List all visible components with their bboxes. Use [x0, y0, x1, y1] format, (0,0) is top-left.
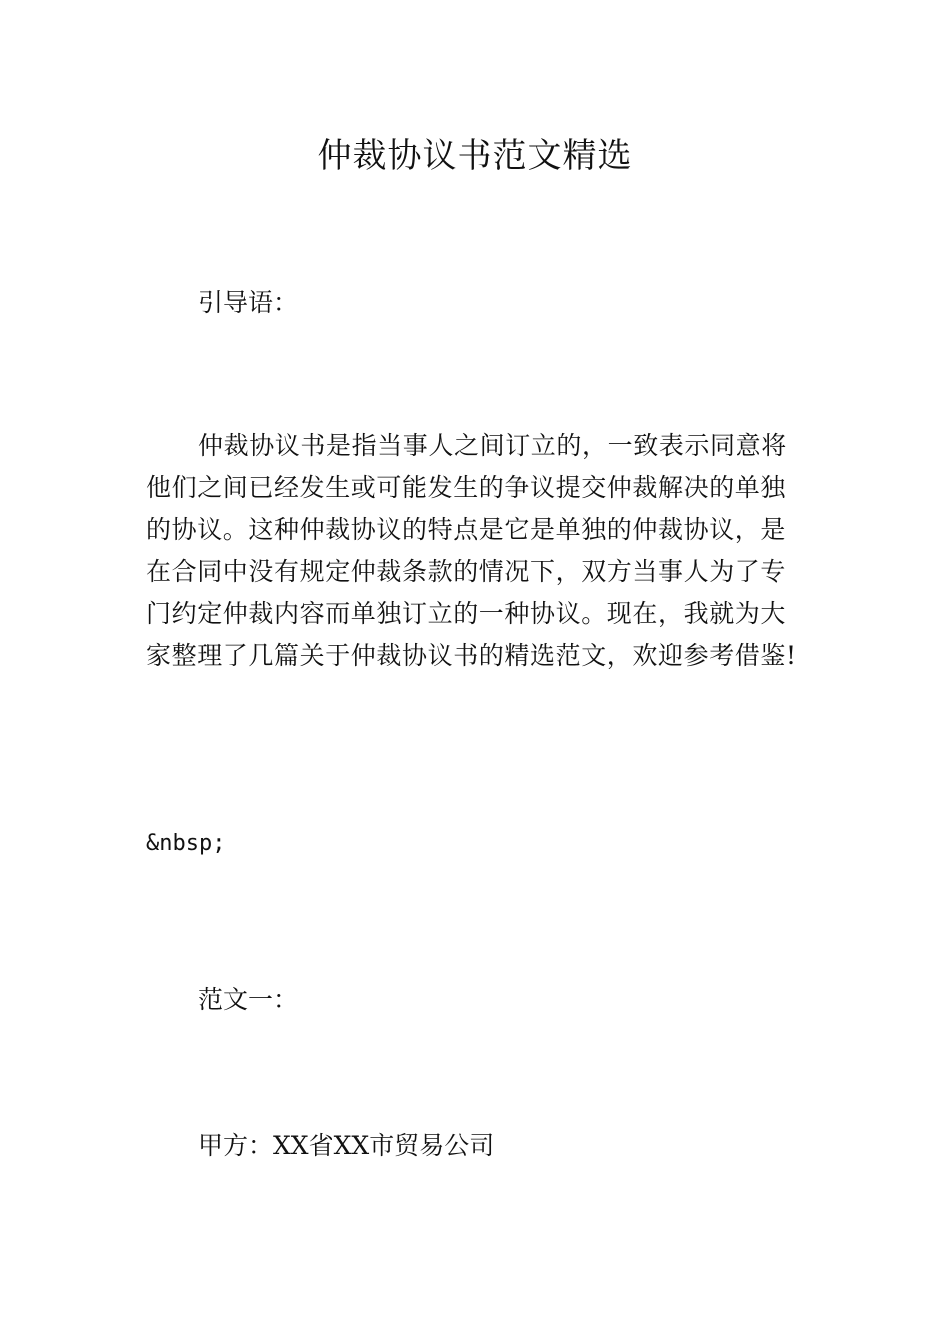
- intro-paragraph: 仲裁协议书是指当事人之间订立的，一致表示同意将他们之间已经发生或可能发生的争议提交仲裁解决的单独的协议。这种仲裁协议的特点是它是单独的仲裁协议，是在合同中没有规定仲裁条款的情况下，双方当事人为了专门约定仲裁内容而单独订立的一种协议。现在，我就为大家整理了几篇关于仲裁协议书的精选范文，欢迎参考借鉴!: [146, 431, 797, 670]
- intro-label: 引导语：: [198, 288, 299, 317]
- sample-one-label: 范文一：: [198, 985, 299, 1014]
- nbsp-text: &nbsp;: [146, 831, 226, 856]
- party-a-line: 甲方：XX省XX市贸易公司: [198, 1131, 495, 1160]
- document-title: 仲裁协议书范文精选: [317, 136, 633, 176]
